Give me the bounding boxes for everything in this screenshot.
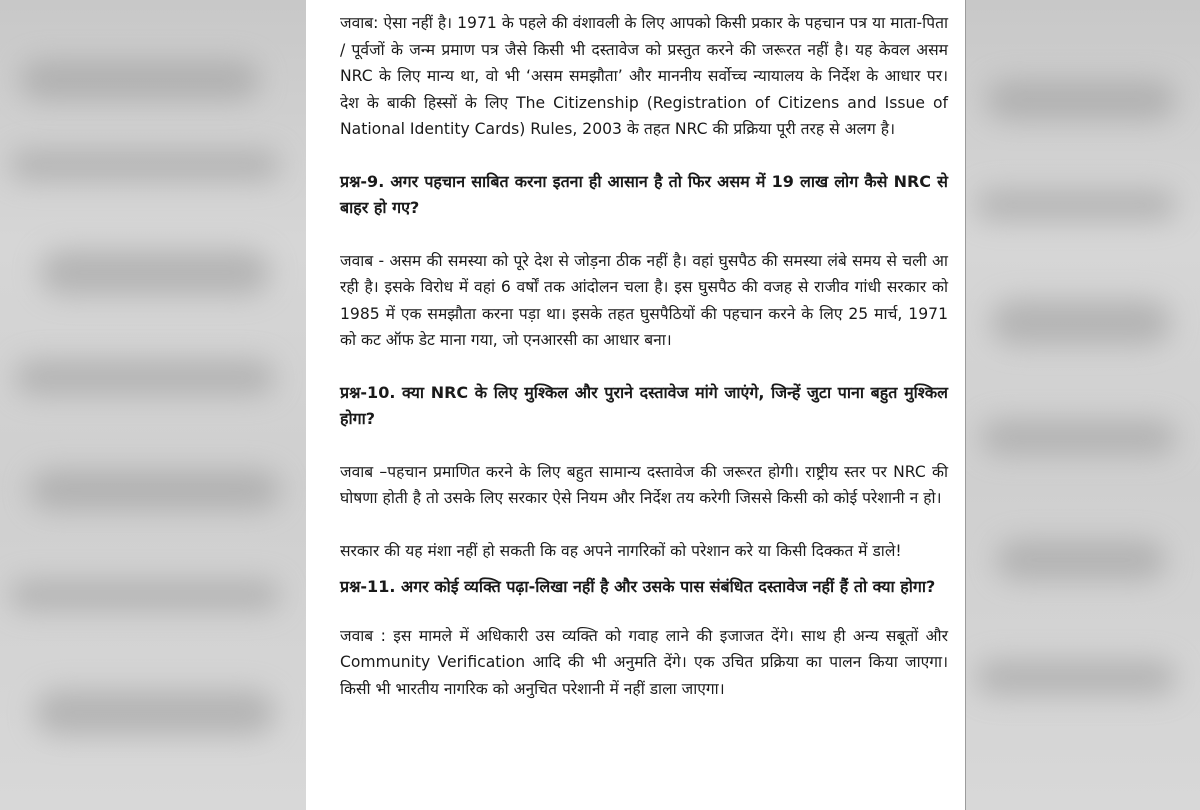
answer-paragraph-8: जवाब: ऐसा नहीं है। 1971 के पहले की वंशावली के लिए आपको किसी प्रकार के पहचान पत्र या माता-पिता / पूर्वजों के जन्म प्रमाण पत्र जैसे किसी भी दस्तावेज को प्रस्तुत करने की जरूरत नहीं है। यह केवल असम NRC के लिए मान्य था, वो भी ‘असम समझौता’ और माननीय सर्वोच्च न्यायालय के निर्देश के आधार पर। देश के बाकी हिस्सों के लिए The Citizenship (Registration of Citizens and Issue of National Identity Cards) Rules, 2003 के तहत NRC की प्रक्रिया पूरी तरह से अलग है।	[340, 14, 948, 138]
answer-paragraph-10: जवाब –पहचान प्रमाणित करने के लिए बहुत सामान्य दस्तावेज की जरूरत होगी। राष्ट्रीय स्तर पर NRC की घोषणा होती है तो उसके लिए सरकार ऐसे नियम और निर्देश तय करेगी जिससे किसी को कोई परेशानी न हो।	[340, 462, 948, 507]
answer-paragraph-10-continued: सरकार की यह मंशा नहीं हो सकती कि वह अपने नागरिकों को परेशान करे या किसी दिक्कत में डाले!	[340, 541, 902, 560]
document-content	[306, 0, 966, 810]
blurred-background-right	[966, 0, 1200, 810]
question-9-heading: प्रश्न-9. अगर पहचान साबित करना इतना ही आसान है तो फिर असम में 19 लाख लोग कैसे NRC से बाहर हो गए?	[340, 171, 948, 217]
blurred-background-left	[0, 0, 306, 810]
answer-paragraph-9: जवाब - असम की समस्या को पूरे देश से जोड़ना ठीक नहीं है। वहां घुसपैठ की समस्या लंबे समय से चली आ रही है। इसके विरोध में वहां 6 वर्षों तक आंदोलन चला है। इस घुसपैठ की वजह से राजीव गांधी सरकार को 1985 में एक समझौता करना पड़ा था। इसके तहत घुसपैठियों की पहचान करने के लिए 25 मार्च, 1971 को कट ऑफ डेट माना गया, जो एनआरसी का आधार बना।	[340, 251, 948, 349]
question-10-heading: प्रश्न-10. क्या NRC के लिए मुश्किल और पुराने दस्तावेज मांगे जाएंगे, जिन्हें जुटा पाना बहुत मुश्किल होगा?	[340, 382, 948, 428]
question-11-heading: प्रश्न-11. अगर कोई व्यक्ति पढ़ा-लिखा नहीं है और उसके पास संबंधित दस्तावेज नहीं हैं तो क्या होगा?	[340, 577, 936, 596]
answer-paragraph-11: जवाब : इस मामले में अधिकारी उस व्यक्ति को गवाह लाने की इजाजत देंगे। साथ ही अन्य सबूतों और Community Verification आदि की भी अनुमति देंगे। एक उचित प्रक्रिया का पालन किया जाएगा। किसी भी भारतीय नागरिक को अनुचित परेशानी में नहीं डाला जाएगा।	[340, 626, 948, 698]
document-page	[306, 0, 966, 810]
